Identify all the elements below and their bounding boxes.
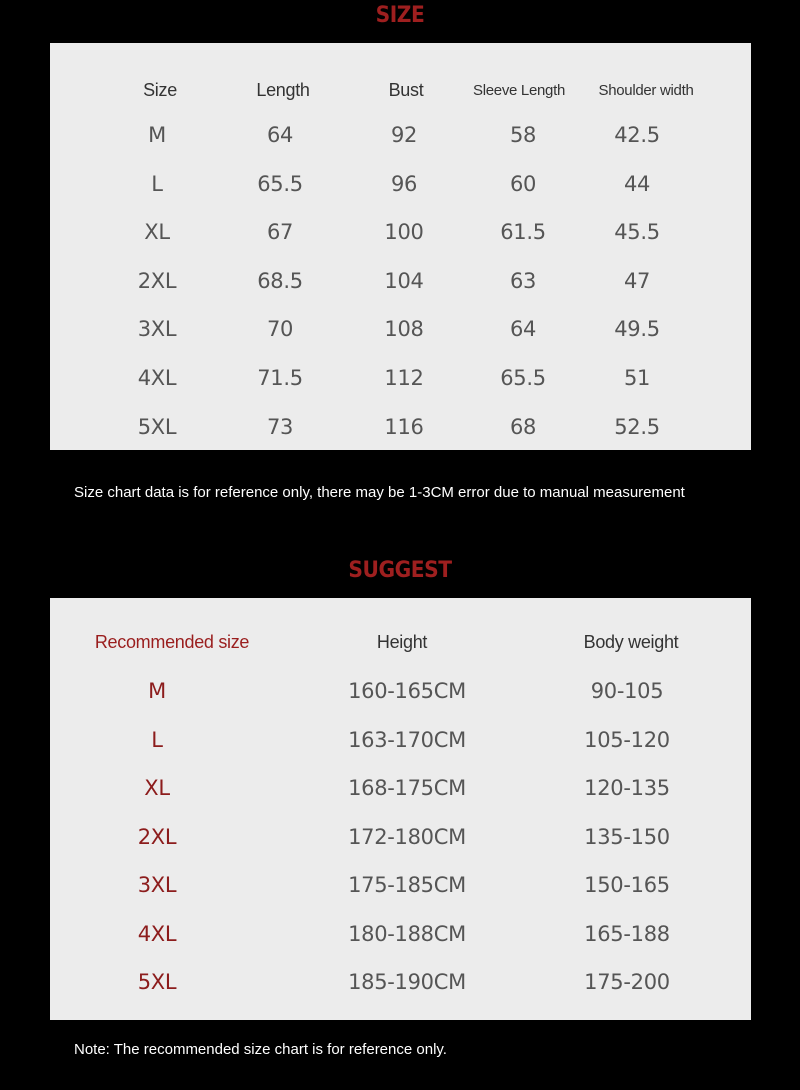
size-cell: 3XL (137, 317, 177, 341)
shoulder-width-cell: 47 (623, 269, 651, 293)
size-col-header-sleeve-length: Sleeve Length (472, 82, 566, 99)
body-weight-cell: 175-200 (584, 970, 670, 994)
height-cell: 175-185CM (348, 873, 466, 897)
shoulder-width-cell: 45.5 (614, 220, 660, 244)
height-cell: 185-190CM (348, 970, 466, 994)
sleeve-length-cell: 65.5 (500, 366, 546, 390)
size-cell: XL (144, 220, 170, 244)
sleeve-length-cell: 60 (509, 172, 537, 196)
size-heading: SIZE (375, 3, 425, 28)
recommended-size-cell: 3XL (137, 873, 177, 897)
size-col-header-size: Size (143, 80, 177, 100)
bust-cell: 112 (384, 366, 424, 390)
shoulder-width-cell: 49.5 (614, 317, 660, 341)
size-table (50, 43, 751, 450)
height-cell: 163-170CM (348, 728, 466, 752)
body-weight-cell: 150-165 (584, 873, 670, 897)
bust-cell: 116 (384, 415, 424, 439)
recommended-size-cell: 4XL (137, 922, 177, 946)
body-weight-cell: 105-120 (584, 728, 670, 752)
bust-cell: 108 (384, 317, 424, 341)
size-chart-note: Size chart data is for reference only, there may be 1-3CM error due to manual measurement (74, 484, 685, 501)
shoulder-width-cell: 44 (623, 172, 651, 196)
size-cell: 4XL (137, 366, 177, 390)
bust-cell: 92 (390, 123, 418, 147)
suggest-col-header-height: Height (376, 632, 428, 652)
body-weight-cell: 120-135 (584, 776, 670, 800)
body-weight-cell: 90-105 (590, 679, 664, 703)
recommended-size-cell: M (148, 679, 166, 703)
shoulder-width-cell: 51 (623, 366, 651, 390)
sleeve-length-cell: 58 (509, 123, 537, 147)
recommended-size-cell: L (151, 728, 163, 752)
length-cell: 64 (266, 123, 294, 147)
height-cell: 172-180CM (348, 825, 466, 849)
height-cell: 160-165CM (348, 679, 466, 703)
suggest-heading: SUGGEST (348, 558, 452, 583)
length-cell: 67 (266, 220, 294, 244)
size-col-header-length: Length (256, 80, 310, 100)
size-cell: 2XL (137, 269, 177, 293)
bust-cell: 104 (384, 269, 424, 293)
length-cell: 68.5 (257, 269, 303, 293)
height-cell: 168-175CM (348, 776, 466, 800)
recommended-size-cell: XL (144, 776, 170, 800)
sleeve-length-cell: 68 (509, 415, 537, 439)
shoulder-width-cell: 52.5 (614, 415, 660, 439)
length-cell: 73 (266, 415, 294, 439)
suggest-col-header-body-weight: Body weight (583, 632, 679, 652)
bust-cell: 100 (384, 220, 424, 244)
sleeve-length-cell: 64 (509, 317, 537, 341)
size-col-header-bust: Bust (388, 80, 424, 100)
shoulder-width-cell: 42.5 (614, 123, 660, 147)
suggest-chart-note: Note: The recommended size chart is for reference only. (74, 1041, 447, 1058)
bust-cell: 96 (390, 172, 418, 196)
body-weight-cell: 165-188 (584, 922, 670, 946)
size-cell: M (148, 123, 166, 147)
body-weight-cell: 135-150 (584, 825, 670, 849)
height-cell: 180-188CM (348, 922, 466, 946)
length-cell: 71.5 (257, 366, 303, 390)
length-cell: 65.5 (257, 172, 303, 196)
recommended-size-cell: 5XL (137, 970, 177, 994)
size-cell: 5XL (137, 415, 177, 439)
sleeve-length-cell: 63 (509, 269, 537, 293)
suggest-col-header-recommended-size: Recommended size (94, 632, 250, 652)
size-col-header-shoulder-width: Shoulder width (598, 82, 694, 99)
sleeve-length-cell: 61.5 (500, 220, 546, 244)
length-cell: 70 (266, 317, 294, 341)
size-cell: L (151, 172, 163, 196)
recommended-size-cell: 2XL (137, 825, 177, 849)
suggest-table (50, 598, 751, 1020)
